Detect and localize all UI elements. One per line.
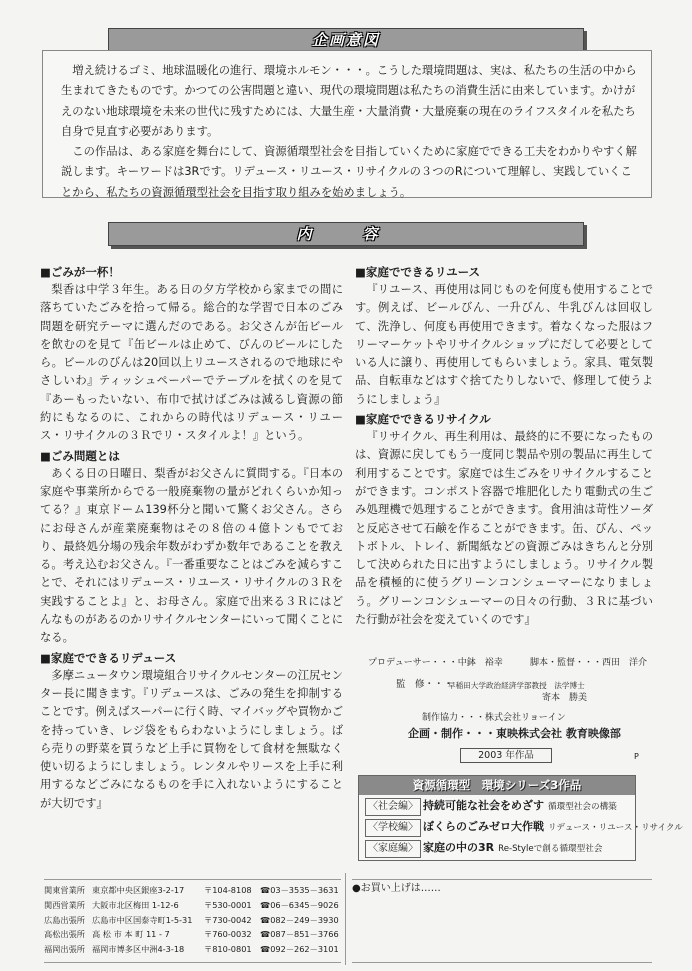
purchase-label: ●お買い上げは…… [352,883,441,894]
series-item-title: 持続可能な社会をめざす [423,799,544,812]
intro-paragraph-2: この作品は、ある家庭を舞台にして、資源循環型社会を目指していくために家庭でできる工夫をわかりやすく解説します。キーワードは3Rです。リデュース・リユース・リサイクルの３つのRについて理解し、実践していくことから、私たちの資源循環型社会を目指す取り組みを始めましょう。 [61,145,637,199]
footer-divider [345,873,346,965]
office-row: 関西営業所 大阪市北区梅田 1-12-6 〒530-0001 ☎06－6345－9026 [44,899,339,910]
right-column [355,262,653,629]
credit-cooperation: 制作協力・・・株式会社リョーイン [422,713,566,723]
section-title-garbage-problem: ■ごみ問題とは [40,448,120,463]
left-column [40,262,343,813]
credit-director: 脚本・監督・・・西田 洋介 [530,658,648,668]
series-tag: 〈学校編〉 [365,819,421,837]
credit-supervisor-name: 寄本 勝美 [542,693,588,703]
series-item-title: 家庭の中の3R [423,841,495,854]
section-body-recycle: 『リサイクル、再生利用は、最終的に不要になったものは、資源に戻してもう一度同じ製品や別の製品に再生して利用することです。家庭では生ごみをリサイクルすることができます。コンポスト容器で堆肥化したり電動式の生ごみ処理機で処理することができます。食用油は苛性ソーダと反応させて石鹸を作ることができます。缶、びん、ペットボトル、トレイ、新聞紙などの資源ごみはきちんと分別して決められた日に出すようにしましょう。リサイクル製品を積極的に使うグリーンコンシューマーになりましょう。グリーンコンシューマーの日々の行動、３Ｒに基づいた行動が社会を変えていくのです』 [355,430,653,627]
series-item-school [365,819,683,837]
credit-production: 企画・制作・・・東映株式会社 教育映像部 [408,727,621,740]
series-item-sub: Re-Styleで創る循環型社会 [498,844,603,854]
section-body-reuse: 『リユース、再使用は同じものを何度も使用することです。例えば、ビールびん、一升びん、牛乳びんは回収して、洗浄し、何度も再使用できます。着なくなった服はフリーマーケットやリサイクルショップにだして必要としている人に譲り、再使用してもらいましょう。家具、電気製品、自転車などはすぐ捨てたりしないで、修理して使うようにしましょう』 [355,283,653,406]
p-mark: P [634,752,639,761]
series-title: 資源循環型 環境シリーズ3作品 [359,776,635,795]
series-item-sub: 循環型社会の構築 [548,802,617,812]
series-item-title: ぼくらのごみゼロ大作戦 [423,820,544,833]
office-row: 福岡出張所 福岡市博多区中洲4-3-18 〒810-0801 ☎092－262－3101 [44,944,339,955]
office-row: 高松出張所 高 松 市 本 町 11 - 7 〒760-0032 ☎087－851－3766 [44,929,339,940]
content-banner: 内 容 [108,222,584,246]
section-title-reduce: ■家庭でできるリデュース [40,650,177,665]
credit-producer: プロデューサー・・・中鉢 裕幸 [368,658,503,668]
section-body-garbage-problem: あくる日の日曜日、梨香がお父さんに質問する。『日本の家庭や事業所からでる一般廃棄物の量がどれくらいか知ってる？』東京ドーム139杯分と聞いて驚くお父さん。さらにお母さんが産業廃棄物はその８倍の４億トンもでており、最終処分場の残余年数がわずか数年であることを教える。考え込むお父さん。『一番重要なことはごみを減らすことで、それにはリデュース・リユース・リサイクルの３Ｒを実践することよ』と、お母さん。家庭で出来る３Ｒにはどんなものがあるのかリサイクルセンターにいって聞くことになる。 [40,466,343,645]
series-tag: 〈社会編〉 [365,798,421,816]
series-item-home [365,840,629,858]
intro-box [42,50,652,198]
office-list [44,879,341,963]
series-tag: 〈家庭編〉 [365,840,421,858]
year-label: 2003 年作品 [460,748,552,763]
credit-supervisor-label: 監 修・・・ [396,679,454,690]
intro-paragraph-1: 増え続けるゴミ、地球温暖化の進行、環境ホルモン・・・。こうした環境問題は、実は、私たちの生活の中から生まれてきたものです。かつての公害問題と違い、現代の環境問題は私たちの消費生活に由来しています。かけがえのない地球環境を未来の世代に残すためには、大量生産・大量消費・大量廃棄の現在のライフスタイルを私たち自身で見直す必要があります。 [61,64,637,138]
section-title-garbage-full: ■ごみが一杯！ [40,265,120,279]
section-body-garbage-full: 梨香は中学３年生。ある日の夕方学校から家までの間に落ちていたごみを拾って帰る。総合的な学習で日本のごみ問題を研究テーマに選んだのである。お父さんが缶ビールを飲むのを見て『缶ビールは止めて、びんのビールにしたら。ビールのびんは20回以上リユースされるので地球にやさしいわ』ティッシュペーパーでテーブルを拭くのを見て『あーもったいない、布巾で拭けばごみは減るし資源の節約にもなるのに、これからの時代はリデュース・リユース・リサイクルの３Ｒでリ・スタイルよ！』という。 [40,283,343,443]
series-box [358,775,683,861]
plan-banner: 企画意図 [108,28,584,52]
series-item-sub: リデュース・リユース・リサイクル [548,823,683,833]
series-item-society [365,798,629,816]
section-body-reduce: 多摩ニュータウン環境組合リサイクルセンターの江尻センター長に聞きます。『リデュースは、ごみの発生を抑制することです。例えばスーパーに行く時、マイバッグや買物かごを持っていき、レジ袋をもらわないようにしましょう。ばら売りの野菜を買うなど上手に買物をして食材を無駄なく使い切るようにしましょう。レンタルやリースを上手に利用するなどごみになるものを手に入れないようにすることが大切です』 [40,668,343,810]
office-row: 広島出張所 広島市中区国泰寺町1-5-31 〒730-0042 ☎082－249－3930 [44,914,339,925]
office-row: 関東営業所 東京都中央区銀座3-2-17 〒104-8108 ☎03－3535－3631 [44,885,339,895]
section-title-reuse: ■家庭でできるリユース [355,265,481,279]
section-title-recycle: ■家庭でできるリサイクル [355,412,491,427]
credit-supervisor-affiliation: 早稲田大学政治経済学部教授 法学博士 [448,681,585,690]
